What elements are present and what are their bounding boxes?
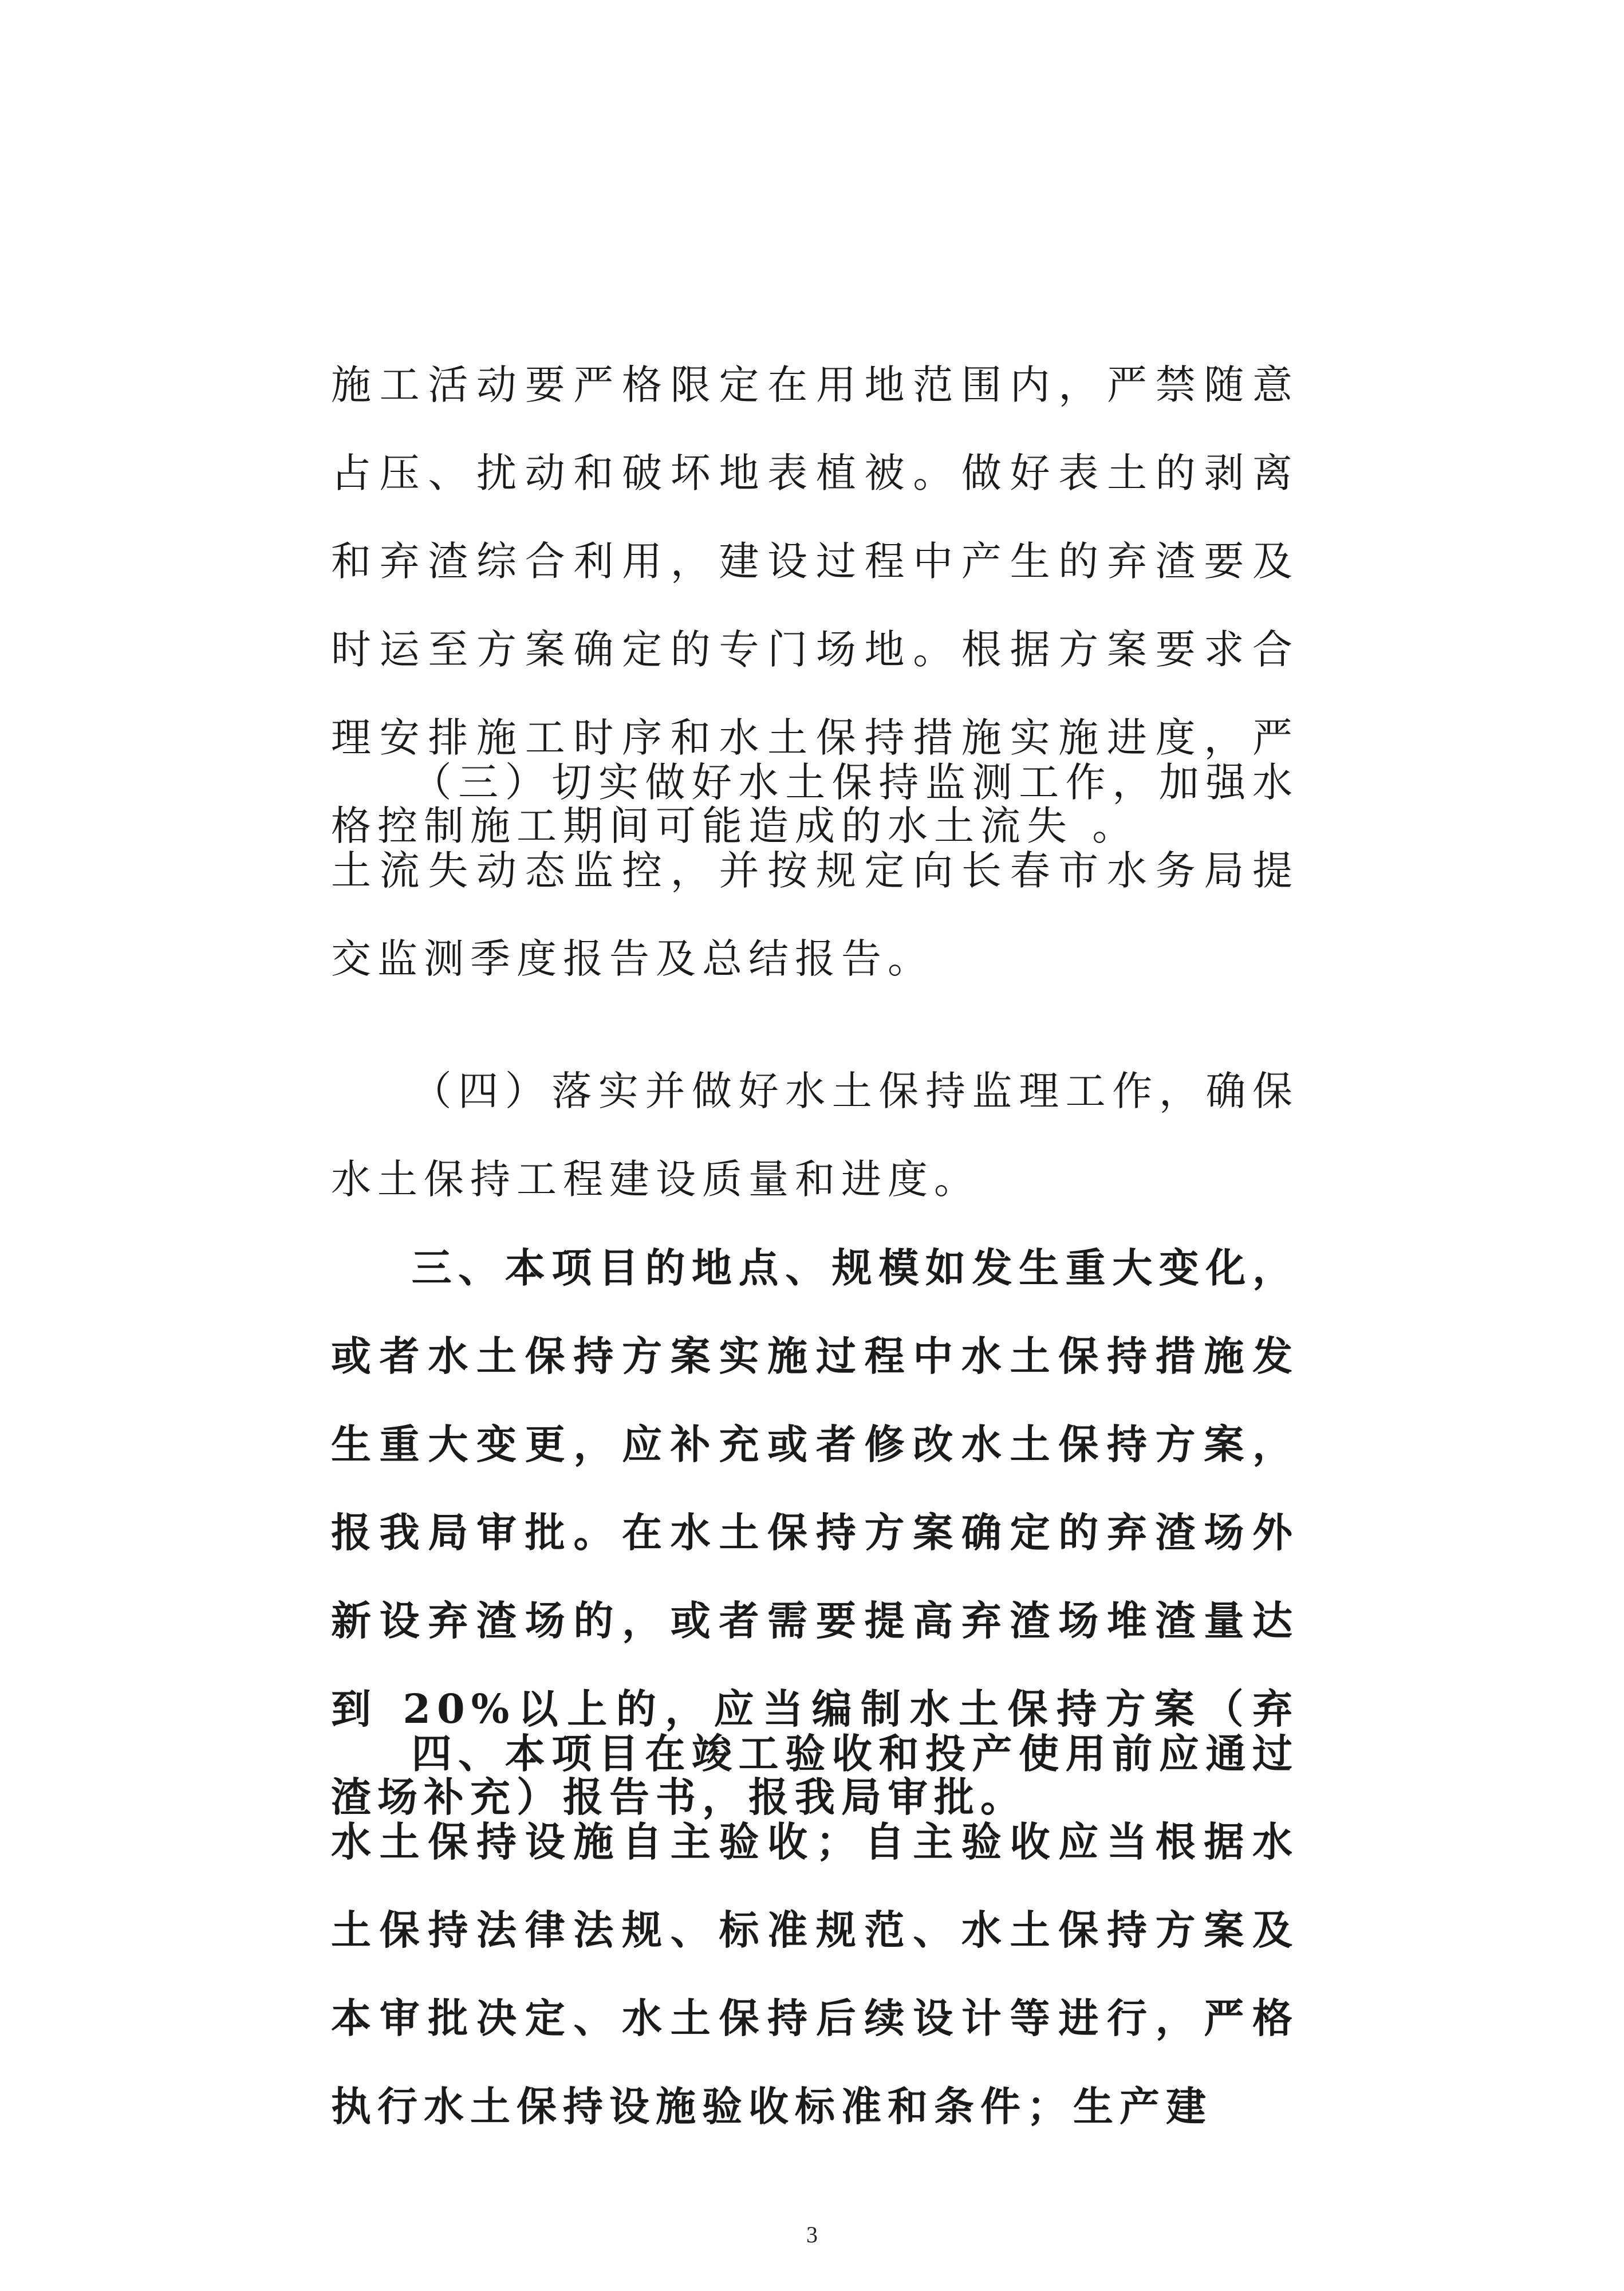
paragraph-supervision: [331, 1047, 1299, 1223]
page-number: 3: [806, 2222, 818, 2247]
paragraph-text: 施工活动要严格限定在用地范围内，严禁随意占压、扰动和破坏地表植被。做好表土的剥离和弃渣综合利用，建设过程中产生的弃渣要及时运至方案确定的专门场地。根据方案要求合理安排施工时序和水土保持措施实施进度，严格控制施工期间可能造成的水土流失 。: [331, 361, 1299, 849]
paragraph-monitoring: [331, 738, 1299, 1003]
paragraph-text: 四、本项目在竣工验收和投产使用前应通过水土保持设施自主验收；自主验收应当根据水土保持法律法规、标准规范、水土保持方案及本审批决定、水土保持后续设计等进行，严格执行水土保持设施验收标准和条件；生产建: [331, 1730, 1299, 2130]
paragraph-item-four: [331, 1710, 1299, 2151]
paragraph-text: （三）切实做好水土保持监测工作，加强水土流失动态监控，并按规定向长春市水务局提交监测季度报告及总结报告。: [331, 759, 1299, 982]
paragraph-text: 三、本项目的地点、规模如发生重大变化，或者水土保持方案实施过程中水土保持措施发生重大变更，应补充或者修改水土保持方案，报我局审批。在水土保持方案确定的弃渣场外新设弃渣场的，或者需要提高弃渣场堆渣量达到 20%以上的，应当编制水土保持方案（弃渣场补充）报告书，报我局审批。: [331, 1244, 1299, 1821]
paragraph-text: （四）落实并做好水土保持监理工作，确保水土保持工程建设质量和进度。: [331, 1068, 1299, 1203]
